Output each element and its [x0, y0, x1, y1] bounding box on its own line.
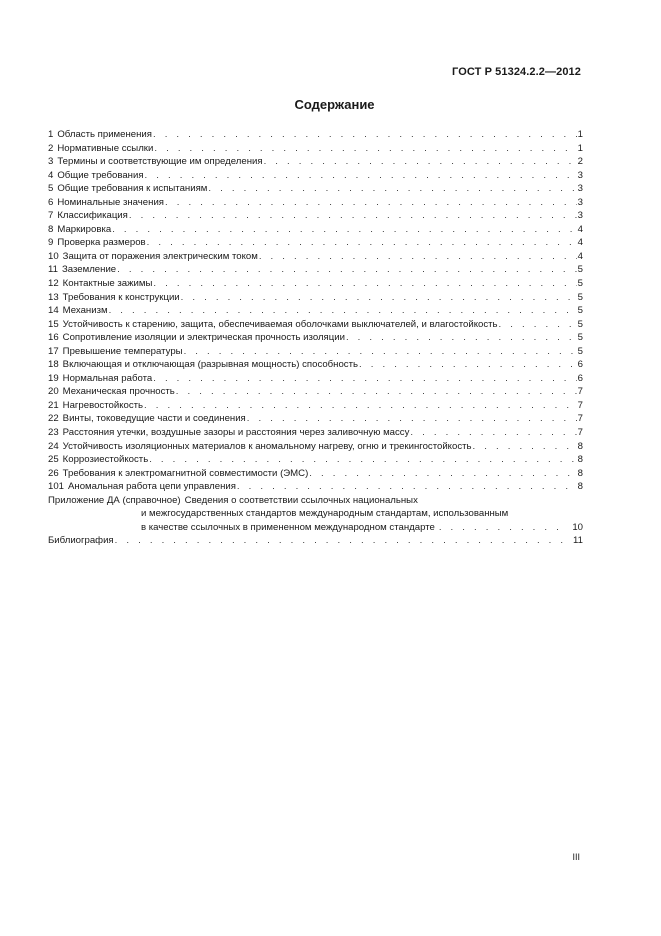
- toc-entry: [48, 196, 583, 210]
- leader-dots: [181, 291, 577, 305]
- toc-entry-title: Общие требования: [57, 169, 144, 181]
- page-number: III: [572, 852, 580, 862]
- toc-entry-number: 1: [48, 129, 54, 140]
- toc-entry-title: Требования к электромагнитной совместимости (ЭМС): [62, 467, 309, 479]
- toc-entry: [48, 263, 583, 277]
- leader-dots: [145, 169, 577, 183]
- toc-entry-page: 7: [577, 386, 583, 398]
- leader-dots: [359, 358, 577, 372]
- toc-entry: [48, 412, 583, 426]
- toc-entry: [48, 142, 583, 156]
- toc-entry: [48, 372, 583, 386]
- leader-dots: [208, 182, 576, 196]
- appendix-label: Приложение ДА (справочное): [48, 494, 181, 506]
- leader-dots: [154, 142, 576, 156]
- toc-entry-title: Сопротивление изоляции и электрическая прочность изоляции: [62, 332, 345, 344]
- leader-dots: [473, 440, 577, 454]
- toc-entry-number: 2: [48, 142, 54, 154]
- toc-entry-title: Превышение температуры: [62, 345, 183, 357]
- leader-dots: [410, 426, 576, 440]
- leader-dots: [184, 345, 577, 359]
- toc-entry: [48, 304, 583, 318]
- leader-dots: [115, 534, 572, 548]
- toc-entry-page: 5: [577, 291, 583, 303]
- toc-entry-page: 5: [577, 332, 583, 344]
- toc-entry: [48, 440, 583, 454]
- toc-entry-title: Проверка размеров: [57, 237, 146, 249]
- toc-appendix: [48, 494, 583, 508]
- toc-entry: [48, 250, 583, 264]
- toc-entry: [48, 467, 583, 481]
- appendix-page: 10: [572, 521, 583, 533]
- toc-entry-title: Аномальная работа цепи управления: [68, 481, 236, 493]
- toc-entry-page: 8: [577, 440, 583, 452]
- leader-dots: [247, 412, 577, 426]
- toc-entry-page: 7: [577, 413, 583, 425]
- toc-entry-page: 5: [577, 345, 583, 357]
- toc-entry: [48, 385, 583, 399]
- toc-entry: [48, 155, 583, 169]
- toc-entry-number: 13: [48, 291, 59, 303]
- leader-dots: [153, 277, 576, 291]
- bibliography-page: 11: [573, 535, 583, 547]
- toc-entry: [48, 169, 583, 183]
- toc-entry-number: 22: [48, 413, 59, 425]
- toc-entry-page: 3: [577, 169, 583, 181]
- toc-entry-page: 5: [577, 278, 583, 290]
- leader-dots: [237, 480, 577, 494]
- toc-entry: [48, 426, 583, 440]
- toc-entry: [48, 128, 583, 142]
- leader-dots: [109, 304, 577, 318]
- appendix-line-2: и межгосударственных стандартов международным стандартам, использованным: [141, 508, 509, 520]
- toc-entry-title: Нормативные ссылки: [57, 142, 154, 154]
- toc-entry-page: 3: [577, 183, 583, 195]
- toc-entry-page: 1: [577, 129, 583, 140]
- toc-entry-number: 26: [48, 467, 59, 479]
- toc-entry-number: 21: [48, 399, 59, 411]
- toc-entry-page: 5: [577, 264, 583, 276]
- toc-entry: [48, 291, 583, 305]
- leader-dots: [117, 263, 577, 277]
- toc-entry-page: 4: [577, 250, 583, 262]
- toc-entry: [48, 480, 583, 494]
- toc-entry-page: 4: [577, 223, 583, 235]
- toc-entry-page: 6: [577, 372, 583, 384]
- toc-entry-number: 7: [48, 210, 54, 222]
- toc-entry: [48, 236, 583, 250]
- leader-dots: [346, 331, 577, 345]
- toc-entries: [48, 128, 583, 494]
- toc-entry-page: 8: [577, 481, 583, 493]
- toc-entry-title: Устойчивость изоляционных материалов к аномальному нагреву, огню и трекингостойкость: [62, 440, 472, 452]
- toc-entry: [48, 318, 583, 332]
- toc-entry-page: 6: [577, 359, 583, 371]
- toc-entry: [48, 209, 583, 223]
- toc-entry-number: 10: [48, 250, 59, 262]
- toc-entry: [48, 182, 583, 196]
- toc-entry-title: Включающая и отключающая (разрывная мощность) способность: [62, 359, 358, 371]
- toc-entry-title: Классификация: [57, 210, 128, 222]
- toc-entry: [48, 345, 583, 359]
- leader-dots: [153, 128, 577, 142]
- toc-entry-page: 5: [577, 305, 583, 317]
- leader-dots: [149, 453, 576, 467]
- toc-entry-number: 17: [48, 345, 59, 357]
- leader-dots: [112, 223, 576, 237]
- toc-entry-number: 6: [48, 196, 54, 208]
- toc-appendix-cont: [48, 521, 583, 535]
- leader-dots: [264, 155, 577, 169]
- leader-dots: [165, 196, 577, 210]
- toc-entry-number: 4: [48, 169, 54, 181]
- toc-entry-number: 18: [48, 359, 59, 371]
- toc-entry-title: Общие требования к испытаниям: [57, 183, 208, 195]
- toc-entry-page: 7: [577, 427, 583, 439]
- toc-entry-number: 25: [48, 454, 59, 466]
- toc-entry-number: 19: [48, 372, 59, 384]
- toc-entry-title: Винты, токоведущие части и соединения: [62, 413, 246, 425]
- toc-bibliography: [48, 534, 583, 548]
- toc-entry-number: 23: [48, 427, 59, 439]
- toc-entry-number: 15: [48, 318, 59, 330]
- leader-dots: [499, 318, 577, 332]
- toc-entry: [48, 399, 583, 413]
- bibliography-title: Библиография: [48, 535, 114, 547]
- toc-entry-title: Нормальная работа: [62, 372, 153, 384]
- toc-entry-title: Область применения: [57, 129, 152, 140]
- toc-entry: [48, 223, 583, 237]
- toc-entry-title: Номинальные значения: [57, 196, 164, 208]
- toc-entry: [48, 358, 583, 372]
- leader-dots: [144, 399, 577, 413]
- toc-entry-page: 3: [577, 196, 583, 208]
- leader-dots: [259, 250, 577, 264]
- toc-entry-number: 11: [48, 264, 58, 276]
- table-of-contents: [48, 128, 583, 548]
- standard-code: ГОСТ Р 51324.2.2—2012: [452, 66, 581, 78]
- toc-entry-page: 8: [577, 467, 583, 479]
- toc-entry-page: 5: [577, 318, 583, 330]
- toc-entry-title: Контактные зажимы: [62, 278, 153, 290]
- toc-entry-number: 8: [48, 223, 54, 235]
- leader-dots: [309, 467, 576, 481]
- toc-entry: [48, 277, 583, 291]
- toc-entry: [48, 453, 583, 467]
- toc-entry-title: Коррозиестойкость: [62, 454, 149, 466]
- appendix-line-3: в качестве ссылочных в примененном международном стандарте: [141, 521, 435, 533]
- toc-entry-number: 101: [48, 481, 65, 493]
- leader-dots: [147, 236, 577, 250]
- toc-entry-page: 4: [577, 237, 583, 249]
- toc-entry-number: 14: [48, 305, 59, 317]
- leader-dots: [153, 372, 576, 386]
- toc-entry-number: 20: [48, 386, 59, 398]
- toc-entry-title: Механизм: [62, 305, 108, 317]
- toc-entry-number: 3: [48, 156, 54, 168]
- toc-entry-number: 12: [48, 278, 59, 290]
- toc-entry-number: 9: [48, 237, 54, 249]
- leader-dots: [176, 385, 577, 399]
- toc-entry-page: 1: [577, 142, 583, 154]
- leader-dots: [129, 209, 577, 223]
- toc-entry-number: 5: [48, 183, 54, 195]
- leader-dots: [439, 521, 569, 535]
- toc-entry-title: Защита от поражения электрическим током: [62, 250, 258, 262]
- toc-entry-title: Устойчивость к старению, защита, обеспечиваемая оболочками выключателей, и влагостойкость: [62, 318, 498, 330]
- toc-entry-title: Механическая прочность: [62, 386, 175, 398]
- toc-entry-page: 7: [577, 399, 583, 411]
- toc-entry-title: Нагревостойкость: [62, 399, 144, 411]
- toc-entry-title: Термины и соответствующие им определения: [57, 156, 263, 168]
- toc-entry-page: 2: [577, 156, 583, 168]
- toc-entry: [48, 331, 583, 345]
- toc-entry-number: 16: [48, 332, 59, 344]
- appendix-line-1: Сведения о соответствии ссылочных национальных: [184, 494, 418, 506]
- toc-title: Содержание: [294, 97, 375, 112]
- toc-entry-title: Маркировка: [57, 223, 112, 235]
- toc-appendix-cont: [48, 507, 583, 521]
- toc-entry-title: Требования к конструкции: [62, 291, 180, 303]
- toc-entry-number: 24: [48, 440, 59, 452]
- toc-entry-page: 8: [577, 454, 583, 466]
- toc-entry-title: Расстояния утечки, воздушные зазоры и расстояния через заливочную массу: [62, 427, 410, 439]
- toc-entry-title: Заземление: [61, 264, 117, 276]
- toc-entry-page: 3: [577, 210, 583, 222]
